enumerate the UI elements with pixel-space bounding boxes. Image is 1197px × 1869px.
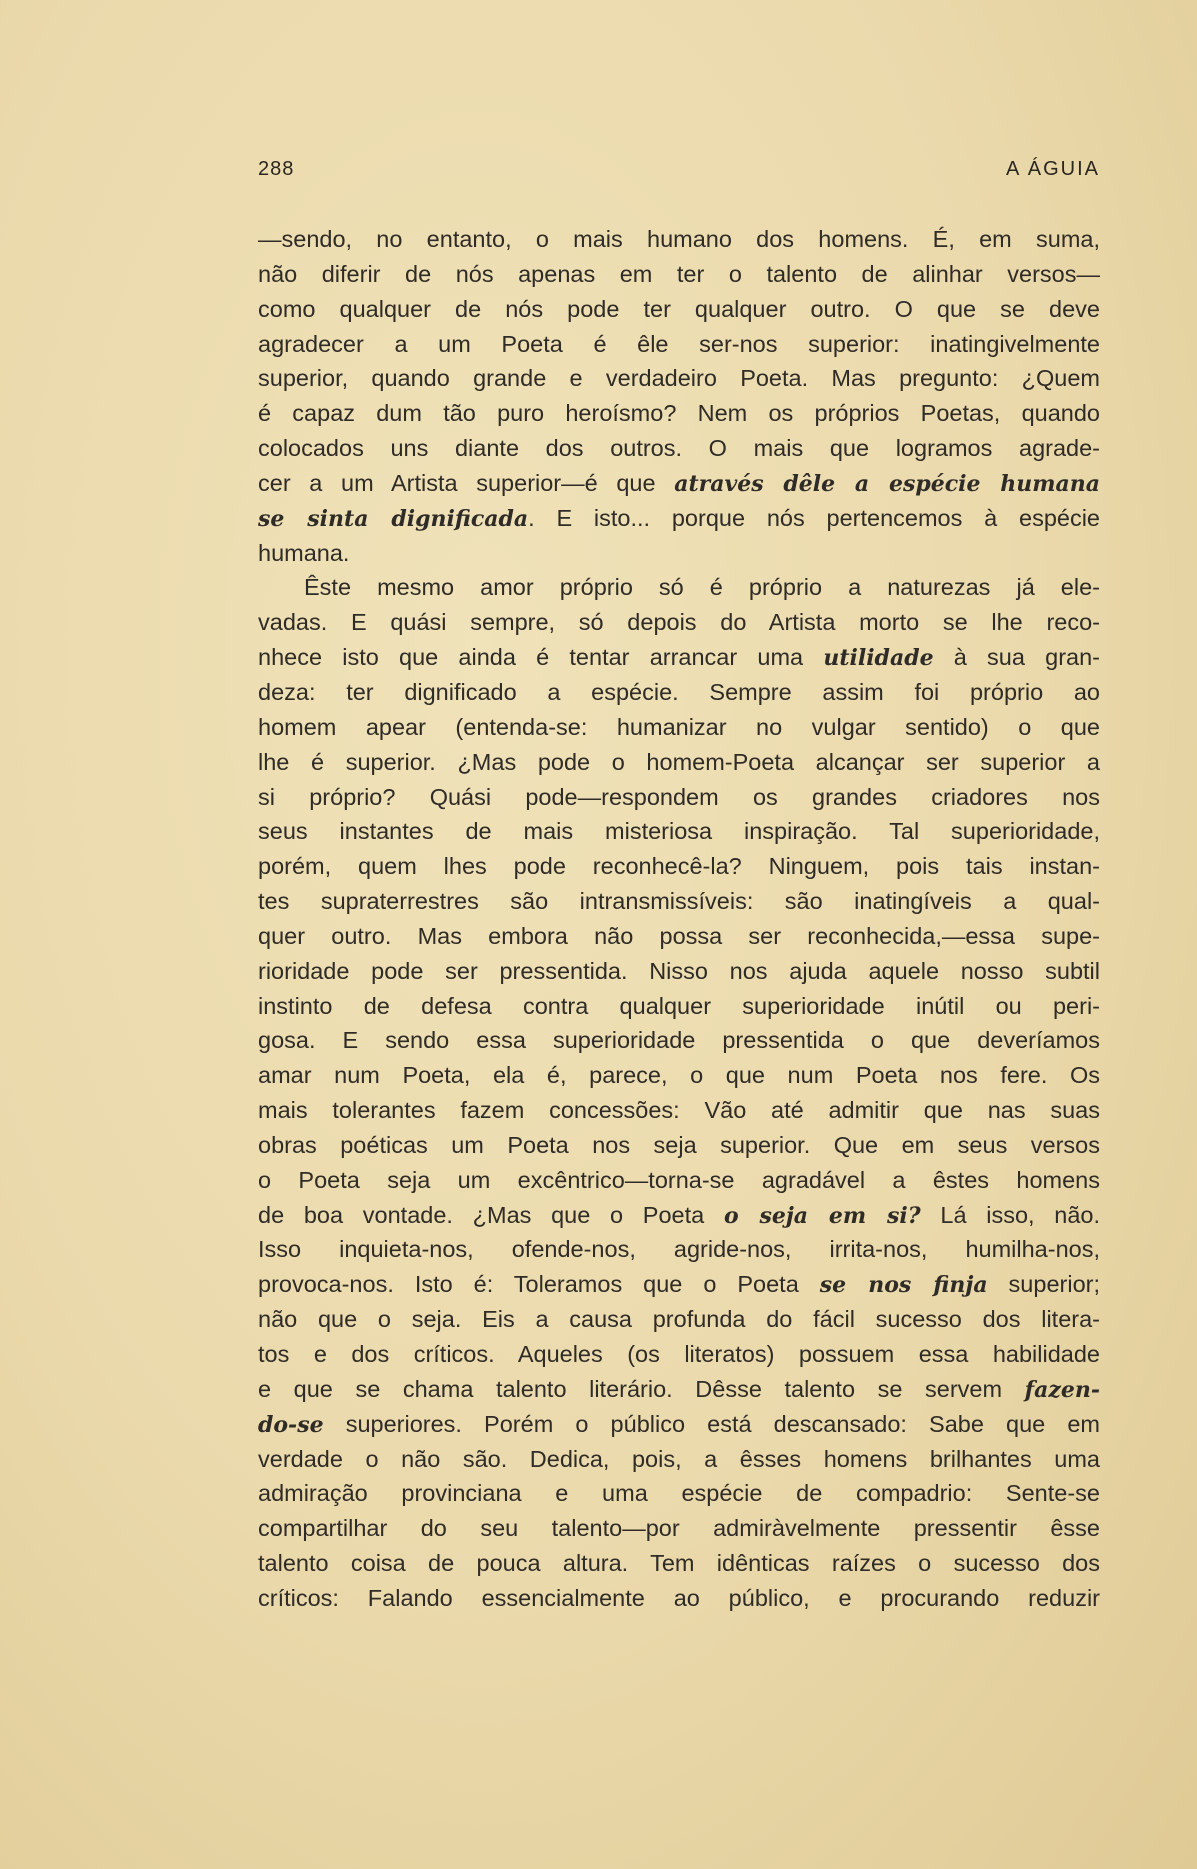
- text-line: [258, 849, 1100, 884]
- text-segment: tes supraterrestres são intransmissíveis: são inatingíveis a qual-: [258, 888, 1100, 915]
- text-segment: seus instantes de mais misteriosa inspiração. Tal superioridade,: [258, 818, 1100, 845]
- text-line: [258, 1442, 1100, 1477]
- text-line: [258, 1546, 1100, 1581]
- text-line: [258, 361, 1100, 396]
- text-segment: rioridade pode ser pressentida. Nisso nos ajuda aquele nosso subtil: [258, 957, 1100, 984]
- text-line: [258, 989, 1100, 1024]
- text-line: [258, 780, 1100, 815]
- text-line: [258, 536, 1100, 571]
- text-segment: Lá isso, não.: [920, 1201, 1100, 1228]
- text-line: [258, 1267, 1100, 1302]
- text-line: [258, 710, 1100, 745]
- italic-text: do-se: [258, 1411, 324, 1438]
- text-line: [258, 570, 1100, 605]
- text-line: [258, 884, 1100, 919]
- italic-text: se nos finja: [819, 1272, 988, 1299]
- text-line: [258, 1128, 1100, 1163]
- text-line: [258, 257, 1100, 292]
- italic-text: através dêle a espécie humana: [674, 470, 1101, 497]
- text-line: [258, 919, 1100, 954]
- text-segment: deza: ter dignificado a espécie. Sempre assim foi próprio ao: [258, 678, 1100, 705]
- text-segment: é capaz dum tão puro heroísmo? Nem os próprios Poetas, quando: [258, 400, 1100, 427]
- body-text: [258, 222, 1100, 1616]
- text-segment: Êste mesmo amor próprio só é próprio a naturezas já ele-: [304, 574, 1100, 601]
- text-segment: obras poéticas um Poeta nos seja superior. Que em seus versos: [258, 1131, 1100, 1158]
- text-segment: superior, quando grande e verdadeiro Poeta. Mas pregunto: ¿Quem: [258, 365, 1100, 392]
- text-segment: tos e dos críticos. Aqueles (os literatos) possuem essa habilidade: [258, 1341, 1100, 1367]
- text-segment: lhe é superior. ¿Mas pode o homem-Poeta alcançar ser superior a: [258, 748, 1100, 775]
- text-line: [258, 1093, 1100, 1128]
- text-line: [258, 954, 1100, 989]
- text-segment: como qualquer de nós pode ter qualquer outro. O que se deve: [258, 295, 1100, 322]
- text-segment: não diferir de nós apenas em ter o talento de alinhar versos—: [258, 260, 1100, 287]
- text-line: [258, 745, 1100, 780]
- page-header: [258, 158, 1100, 188]
- text-line: [258, 1198, 1100, 1233]
- text-line: [258, 1023, 1100, 1058]
- text-segment: não que o seja. Eis a causa profunda do fácil sucesso dos litera-: [258, 1306, 1100, 1333]
- text-segment: superiores. Porém o público está descansado: Sabe que em: [323, 1410, 1100, 1437]
- text-line: [258, 396, 1100, 431]
- text-line: [258, 292, 1100, 327]
- text-segment: admiração provinciana e uma espécie de compadrio: Sente-se: [258, 1480, 1100, 1507]
- text-line: [258, 605, 1100, 640]
- text-segment: vadas. E quási sempre, só depois do Artista morto se lhe reco-: [258, 609, 1100, 636]
- text-segment: porém, quem lhes pode reconhecê-la? Ninguem, pois tais instan-: [258, 853, 1100, 880]
- text-segment: à sua gran-: [933, 644, 1101, 671]
- text-segment: cer a um Artista superior—é que: [258, 469, 675, 496]
- text-line: [258, 814, 1100, 849]
- text-segment: o Poeta seja um excêntrico—torna-se agradável a êstes homens: [258, 1166, 1100, 1193]
- text-line: [258, 1337, 1100, 1372]
- text-line: [258, 431, 1100, 466]
- text-segment: humana.: [258, 539, 350, 566]
- text-segment: —sendo, no entanto, o mais humano dos homens. É, em suma,: [258, 226, 1100, 252]
- text-line: [258, 675, 1100, 710]
- text-line: [258, 501, 1100, 536]
- text-segment: críticos: Falando essencialmente ao público, e procurando reduzir: [258, 1584, 1100, 1611]
- text-segment: agradecer a um Poeta é êle ser-nos superior: inatingivelmente: [258, 330, 1100, 357]
- text-segment: . E isto... porque nós pertencemos à espécie: [528, 504, 1100, 531]
- text-line: [258, 1407, 1100, 1442]
- italic-text: se sinta dignificada: [258, 505, 529, 532]
- text-line: [258, 1372, 1100, 1407]
- running-title: A ÁGUIA: [1005, 158, 1100, 180]
- text-line: [258, 640, 1100, 675]
- text-segment: colocados uns diante dos outros. O mais que logramos agrade-: [258, 435, 1100, 462]
- text-segment: mais tolerantes fazem concessões: Vão até admitir que nas suas: [258, 1097, 1100, 1124]
- italic-text: o seja em si?: [723, 1202, 921, 1229]
- text-segment: nhece isto que ainda é tentar arrancar uma: [258, 644, 824, 671]
- text-segment: compartilhar do seu talento—por admiràvelmente pressentir êsse: [258, 1515, 1100, 1542]
- text-segment: gosa. E sendo essa superioridade pressentida o que deveríamos: [258, 1027, 1100, 1054]
- text-segment: superior;: [987, 1271, 1100, 1298]
- italic-text: utilidade: [823, 645, 934, 672]
- text-segment: instinto de defesa contra qualquer superioridade inútil ou peri-: [258, 992, 1100, 1019]
- text-line: [258, 1302, 1100, 1337]
- text-line: [258, 1163, 1100, 1198]
- text-line: [258, 1058, 1100, 1093]
- text-segment: homem apear (entenda-se: humanizar no vulgar sentido) o que: [258, 713, 1100, 740]
- text-line: [258, 1581, 1100, 1616]
- text-line: [258, 1232, 1100, 1267]
- text-segment: provoca-nos. Isto é: Toleramos que o Poeta: [258, 1271, 820, 1298]
- text-segment: e que se chama talento literário. Dêsse talento se servem: [258, 1375, 1025, 1402]
- text-segment: amar num Poeta, ela é, parece, o que num Poeta nos fere. Os: [258, 1062, 1100, 1089]
- text-segment: si próprio? Quási pode—respondem os grandes criadores nos: [258, 783, 1100, 810]
- italic-text: fazen-: [1024, 1376, 1100, 1403]
- text-line: [258, 466, 1100, 501]
- text-line: [258, 1511, 1100, 1546]
- text-segment: Isso inquieta-nos, ofende-nos, agride-nos, irrita-nos, humilha-nos,: [258, 1236, 1100, 1263]
- text-line: [258, 222, 1100, 257]
- text-segment: quer outro. Mas embora não possa ser reconhecida,—essa supe-: [258, 922, 1100, 949]
- text-segment: talento coisa de pouca altura. Tem idênticas raízes o sucesso dos: [258, 1550, 1100, 1577]
- text-line: [258, 1476, 1100, 1511]
- text-segment: verdade o não são. Dedica, pois, a êsses homens brilhantes uma: [258, 1445, 1100, 1472]
- page-number: 288: [258, 158, 295, 180]
- text-line: [258, 327, 1100, 362]
- text-segment: de boa vontade. ¿Mas que o Poeta: [258, 1201, 724, 1228]
